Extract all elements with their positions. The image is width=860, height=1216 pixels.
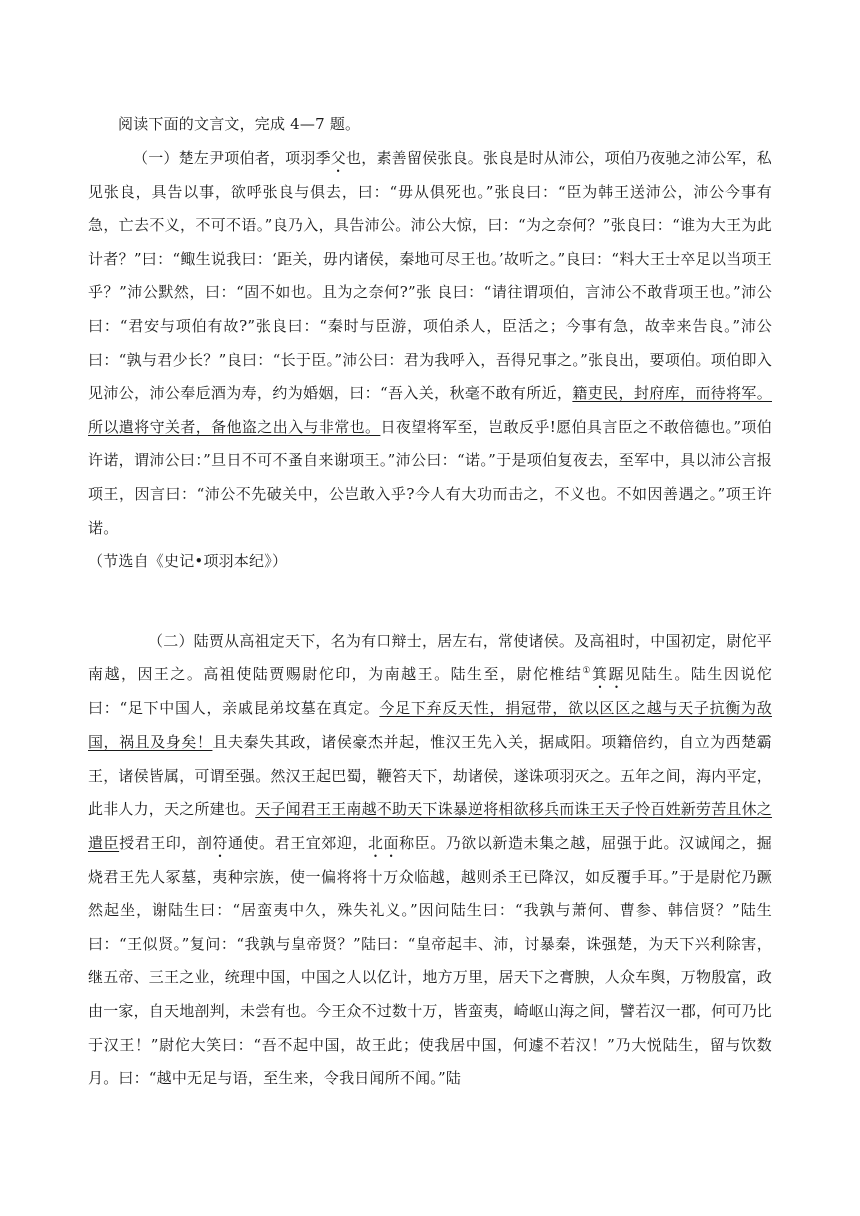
- instruction-text: 阅读下面的文言文，完成 4—7 题。: [118, 115, 361, 133]
- footnote-marker: ①: [582, 666, 592, 677]
- passage-two-dotted-word-1: 箕踞: [591, 665, 625, 684]
- passage-two-text-1: （二）陆贾从高祖定天下，名为有口辩士，居左右，常使诸侯。及高祖时，中国初定，尉佗平南越，因王之。高祖使陆贾赐尉佗印，为南越王。陆生至，尉佗椎结: [88, 631, 772, 684]
- source-citation: （节选自《史记•项羽本纪》）: [88, 552, 288, 571]
- passage-two-text-6: 称臣。乃欲以新造未集之越，屈强于此。汉诚闻之，掘烧君王先人冢墓，夷种宗族，使一偏将将十万众临越，越则杀王已降汉，如反覆手耳。”于是尉佗乃蹶然起坐，谢陆生曰：“居蛮夷中久，殊失礼义。”因问陆生曰：“我孰与萧何、曹参、韩信贤？”陆生曰：“王似贤。”复问：“我孰与皇帝贤？”陆曰：“皇帝起丰、沛，讨暴秦，诛强楚，为天下兴利除害，继五帝、三王之业，统理中国，中国之人以亿计，地方万里，居天下之膏腴，人众车舆，万物殷富，政由一家，自天地剖判，未尝有也。今王众不过数十万，皆蛮夷，崎岖山海之间，譬若汉一郡，何可乃比于汉王！”尉佗大笑曰：“吾不起中国，故王此；使我居中国，何遽不若汉！”乃大悦陆生，留与饮数月。曰：“越中无足与语，至生来，令我日闻所不闻。”陆: [88, 833, 773, 1088]
- instruction-line: [88, 108, 772, 142]
- passage-one: [88, 142, 772, 546]
- section-gap: [88, 579, 772, 625]
- passage-one-dotted-word: 父: [330, 148, 347, 167]
- passage-one-text-3: 日夜望将军至，岂敢反乎!愿伯具言臣之不敢倍德也。”项伯许诺，谓沛公曰：”旦日不可不蚤自来谢项王。”沛公曰：“诺。”于是项伯复夜去，至军中，具以沛公言报项王，因言曰：“沛公不先破关中，公岂敢入乎?今人有大功而击之，不义也。不如因善遇之。”项王许诺。: [88, 417, 772, 537]
- passage-two-underlined-sentence-1: 今足下弃反天性，捐冠带，欲以区区之越与天子抗衡为敌国，祸且及身矣！: [88, 699, 772, 751]
- passage-two-text-2: 见陆生。陆生因说佗曰：“足下中国人，亲戚昆弟坟墓在真定。: [88, 665, 772, 718]
- passage-one-text-1: （一）楚左尹项伯者，项羽季: [133, 148, 331, 167]
- passage-two-text-5: 通使。君王宜郊迎，: [228, 833, 368, 852]
- passage-one-source: [88, 545, 772, 579]
- passage-one-underlined-sentence: 籍吏民，封府库，而待将军。所以遣将守关者，备他盗之出入与非常也。: [88, 384, 772, 436]
- passage-one-text-2: 也，素善留侯张良。张良是时从沛公，项伯乃夜驰之沛公军，私见张良，具告以事，欲呼张良与俱去，曰：“毋从俱死也。”张良曰：“臣为韩王送沛公，沛公今事有急，亡去不义，不可不语。”良乃入，具告沛公。沛公大惊，曰：“为之奈何？”张良曰：“谁为大王为此计者？”曰：“鲰生说我曰：‘距关，毋内诸侯，秦地可尽王也。’故听之。”良曰：“料大王士卒足以当项王乎？”沛公默然，曰：“固不如也。且为之奈何?”张 良曰：“请往谓项伯，言沛公不敢背项王也。”沛公曰：“君安与项伯有故?”张良曰：“秦时与臣游，项伯杀人，臣活之；今事有急，故幸来告良。”沛公曰：“孰与君少长？”良曰：“长于臣。”沛公曰：君为我呼入，吾得兄事之。”张良出，要项伯。项伯即入见沛公，沛公奉卮酒为寿，约为婚姻，曰：“吾入关，秋毫不敢有所近，: [88, 148, 772, 403]
- passage-two: [88, 625, 772, 1096]
- passage-two-text-3: 且夫秦失其政，诸侯豪杰并起，惟汉王先入关，据咸阳。项籍倍约，自立为西楚霸王，诸侯皆属，可谓至强。然汉王起巴蜀，鞭笞天下，劫诸侯，遂诛项羽灭之。五年之间，海内平定，此非人力，天之所建也。: [88, 732, 773, 819]
- passage-two-dotted-word-3: 北面: [367, 833, 400, 852]
- passage-two-underlined-sentence-2: 天子闻君王王南越不助天下诛暴逆将相欲移兵而诛王天子怜百姓新劳苦且休之遣臣: [88, 800, 773, 852]
- passage-two-text-4: 授君王印，剖: [119, 833, 213, 852]
- passage-two-dotted-word-2: 符: [212, 833, 228, 852]
